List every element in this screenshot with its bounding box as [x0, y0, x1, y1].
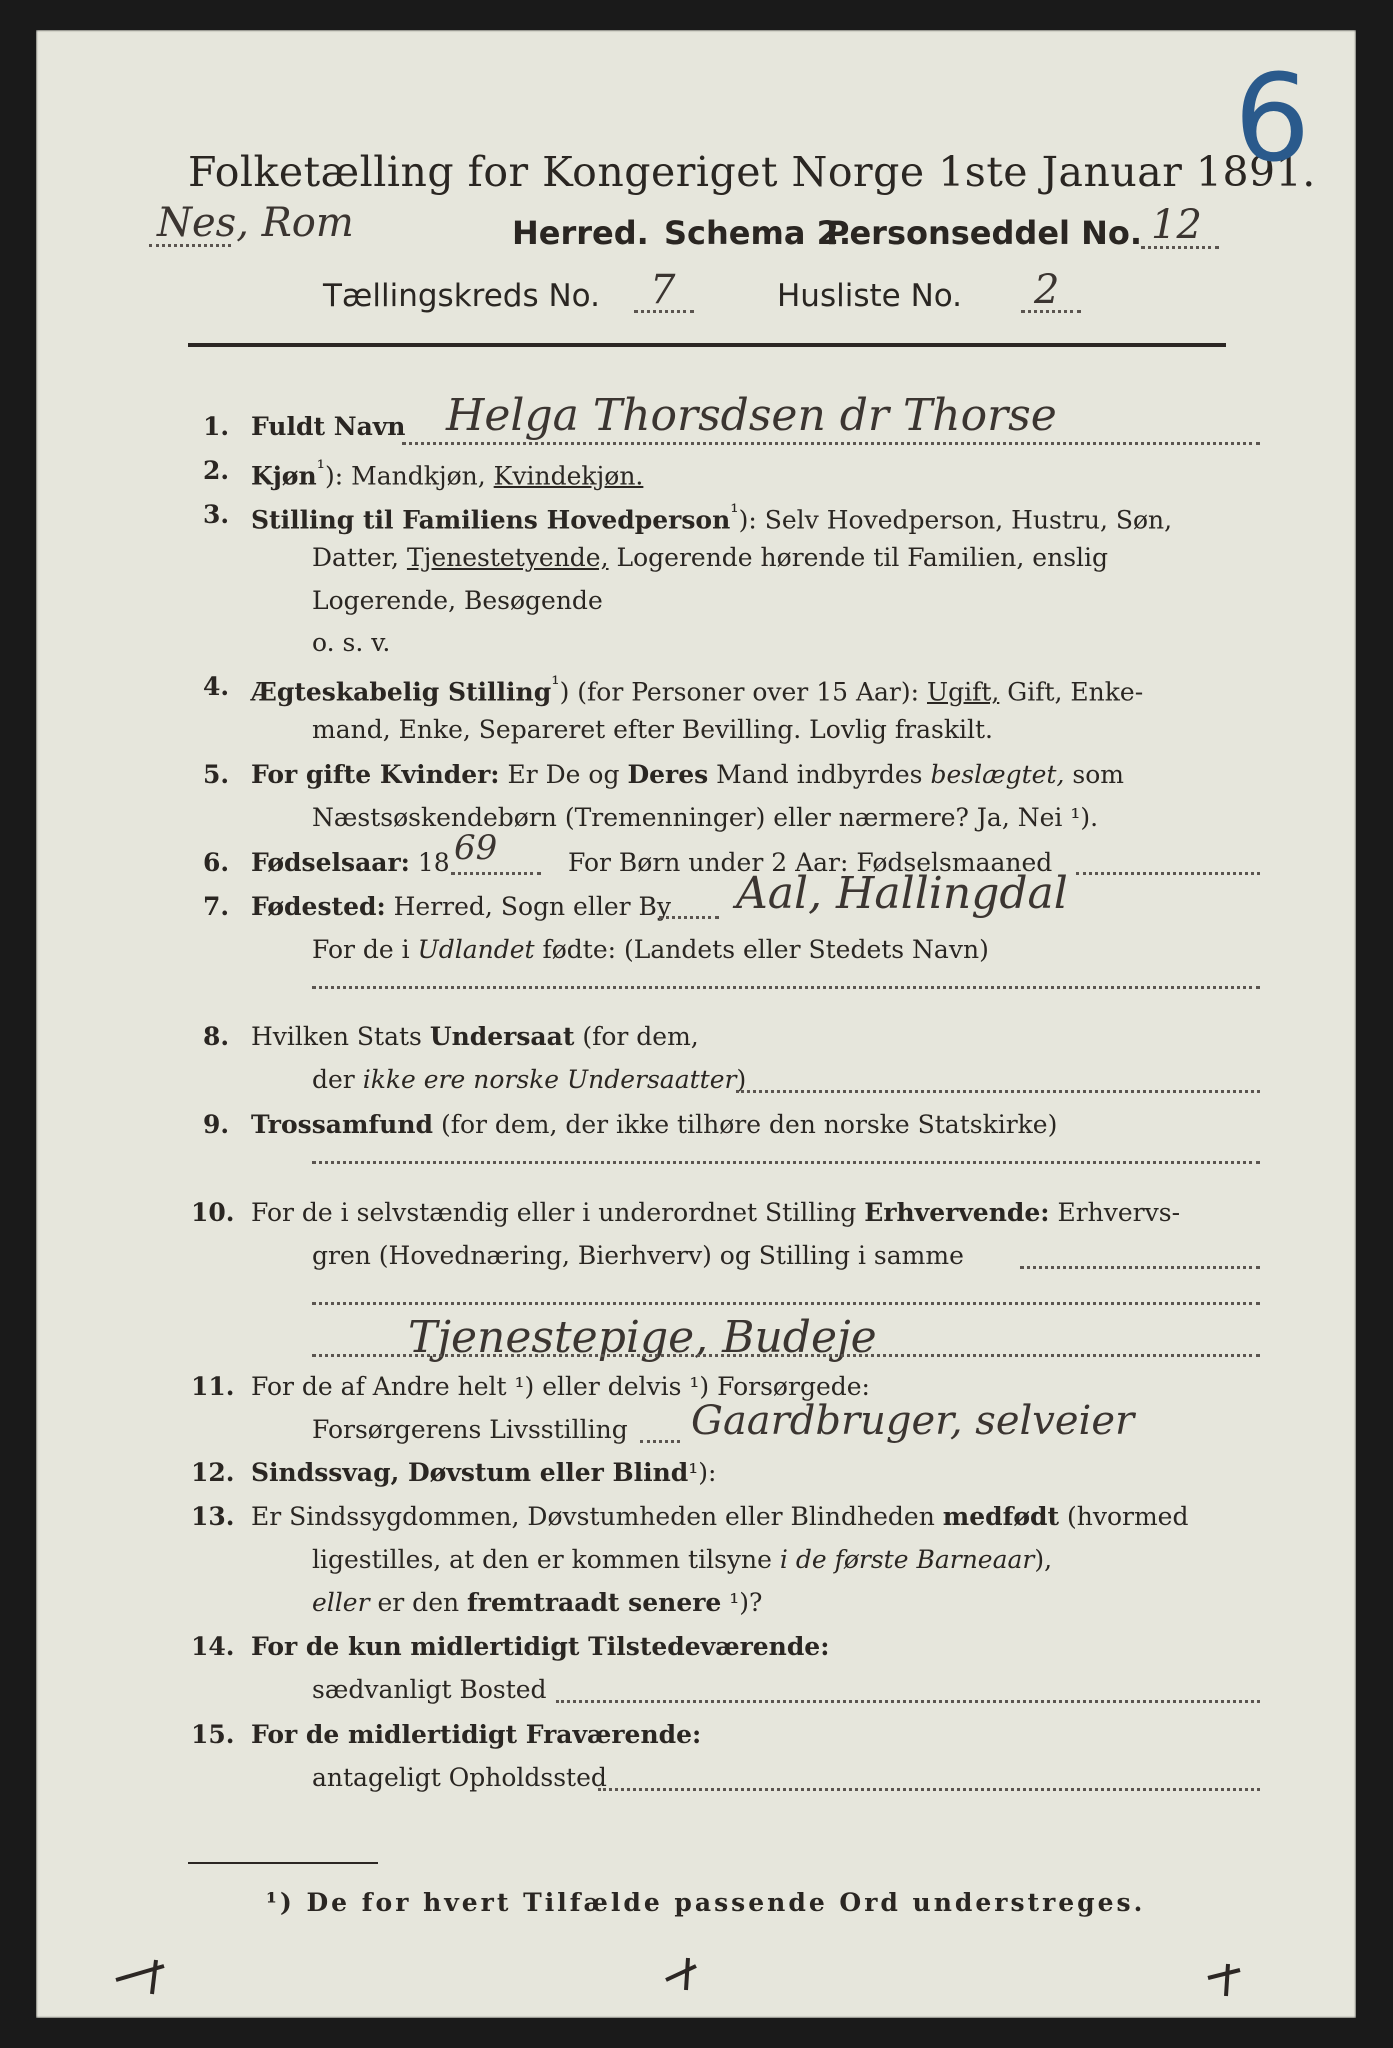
field-6-rest: For Børn under 2 Aar: Fødselsmaaned: [568, 848, 1053, 877]
husliste-label: Husliste No.: [777, 278, 963, 314]
personseddel-label: Personseddel No.: [826, 214, 1143, 252]
field-4-line1: Ægteskabelig Stilling$^{^1}$) (for Personer over 15 Aar): Ugift, Gift, Enke-: [251, 672, 1144, 707]
corner-number: 6: [1234, 50, 1311, 189]
field-13-line3: eller er den fremtraadt senere ¹)?: [312, 1588, 763, 1617]
footnote: ¹) De for hvert Tilfælde passende Ord understreges.: [266, 1888, 1146, 1917]
field-11-answer: Gaardbruger, selveier: [691, 1398, 1135, 1444]
field-4-line2: mand, Enke, Separeret efter Bevilling. Lovlig fraskilt.: [312, 715, 993, 744]
field-10-line1: For de i selvstændig eller i underordnet Stilling Erhvervende: Erhvervs-: [251, 1198, 1181, 1227]
field-10-line2: gren (Hovednæring, Bierhverv) og Stilling i samme: [312, 1241, 964, 1270]
field-3-selected: Tjenestetyende,: [406, 543, 609, 572]
field-8-number: 8.: [203, 1022, 230, 1051]
field-13-line1: Er Sindssygdommen, Døvstumheden eller Blindheden medfødt (hvormed: [251, 1502, 1189, 1531]
field-3-line4: o. s. v.: [312, 628, 391, 657]
field-4-selected: Ugift,: [927, 677, 1000, 707]
field-5-number: 5.: [203, 760, 230, 789]
field-8-line1: Hvilken Stats Undersaat (for dem,: [251, 1022, 699, 1051]
herred-label: Herred.: [512, 214, 649, 252]
field-7-number: 7.: [203, 892, 230, 921]
field-4-number: 4.: [203, 672, 230, 701]
field-15-line2: antageligt Opholdssted: [312, 1763, 607, 1792]
field-7-line1: Fødested: Herred, Sogn eller By: [251, 892, 672, 921]
herred-handwritten: Nes, Rom: [157, 200, 354, 246]
field-1-number: 1.: [203, 412, 230, 441]
field-14-line1: For de kun midlertidigt Tilstedeværende:: [251, 1632, 830, 1661]
field-15-line1: For de midlertidigt Fraværende:: [251, 1720, 702, 1749]
field-3-line3: Logerende, Besøgende: [312, 586, 603, 615]
field-5-line2: Næstsøskendebørn (Tremenninger) eller nærmere? Ja, Nei ¹).: [312, 803, 1099, 832]
field-9-line: Trossamfund (for dem, der ikke tilhøre den norske Statskirke): [251, 1110, 1058, 1139]
husliste-number: 2: [1034, 267, 1060, 313]
kreds-label: Tællingskreds No.: [323, 278, 600, 314]
field-10-answer: Tjenestepige, Budeje: [408, 1312, 877, 1363]
field-11-line1: For de af Andre helt ¹) eller delvis ¹) Forsørgede:: [251, 1372, 870, 1401]
field-2-number: 2.: [203, 456, 230, 485]
field-3-line2: Datter, Tjenestetyende, Logerende hørende til Familien, enslig: [312, 543, 1109, 572]
field-9-number: 9.: [203, 1110, 230, 1139]
field-8-line2: der ikke ere norske Undersaatter): [312, 1065, 747, 1094]
form-title: Folketælling for Kongeriget Norge 1ste Januar 1891.: [188, 148, 1316, 196]
field-3-number: 3.: [203, 500, 230, 529]
personseddel-number: 12: [1151, 202, 1202, 248]
field-13-number: 13.: [191, 1502, 235, 1531]
field-13-line2: ligestilles, at den er kommen tilsyne i de første Barneaar),: [312, 1545, 1053, 1574]
kreds-number: 7: [650, 267, 676, 313]
field-6-number: 6.: [203, 848, 230, 877]
field-6-line: Fødselsaar: 18: [251, 848, 450, 877]
field-10-number: 10.: [191, 1198, 235, 1227]
field-14-line2: sædvanligt Bosted: [312, 1675, 547, 1704]
field-2-line: Kjøn$^{^1}$): Mandkjøn, Kvindekjøn.: [251, 456, 644, 491]
corner-marks: [36, 30, 1356, 2018]
field-12-number: 12.: [191, 1458, 235, 1487]
field-11-number: 11.: [191, 1372, 235, 1401]
field-2-selected: Kvindekjøn.: [493, 461, 644, 491]
field-6-answer: 69: [454, 828, 498, 868]
field-15-number: 15.: [191, 1720, 235, 1749]
field-7-answer: Aal, Hallingdal: [736, 868, 1068, 919]
field-12-line: Sindssvag, Døvstum eller Blind¹):: [251, 1458, 717, 1487]
field-1-answer: Helga Thorsdsen dr Thorse: [446, 390, 1057, 441]
schema-label: Schema 2.: [664, 214, 851, 252]
census-form-page: [36, 30, 1356, 2018]
field-14-number: 14.: [191, 1632, 235, 1661]
field-11-line2: Forsørgerens Livsstilling: [312, 1415, 628, 1444]
field-5-line1: For gifte Kvinder: Er De og Deres Mand indbyrdes beslægtet, som: [251, 760, 1124, 789]
field-7-line2: For de i Udlandet fødte: (Landets eller Stedets Navn): [312, 935, 989, 964]
field-3-line1: Stilling til Familiens Hovedperson$^{^1}$): Selv Hovedperson, Hustru, Søn,: [251, 500, 1173, 535]
field-1-label: Fuldt Navn: [251, 412, 406, 441]
